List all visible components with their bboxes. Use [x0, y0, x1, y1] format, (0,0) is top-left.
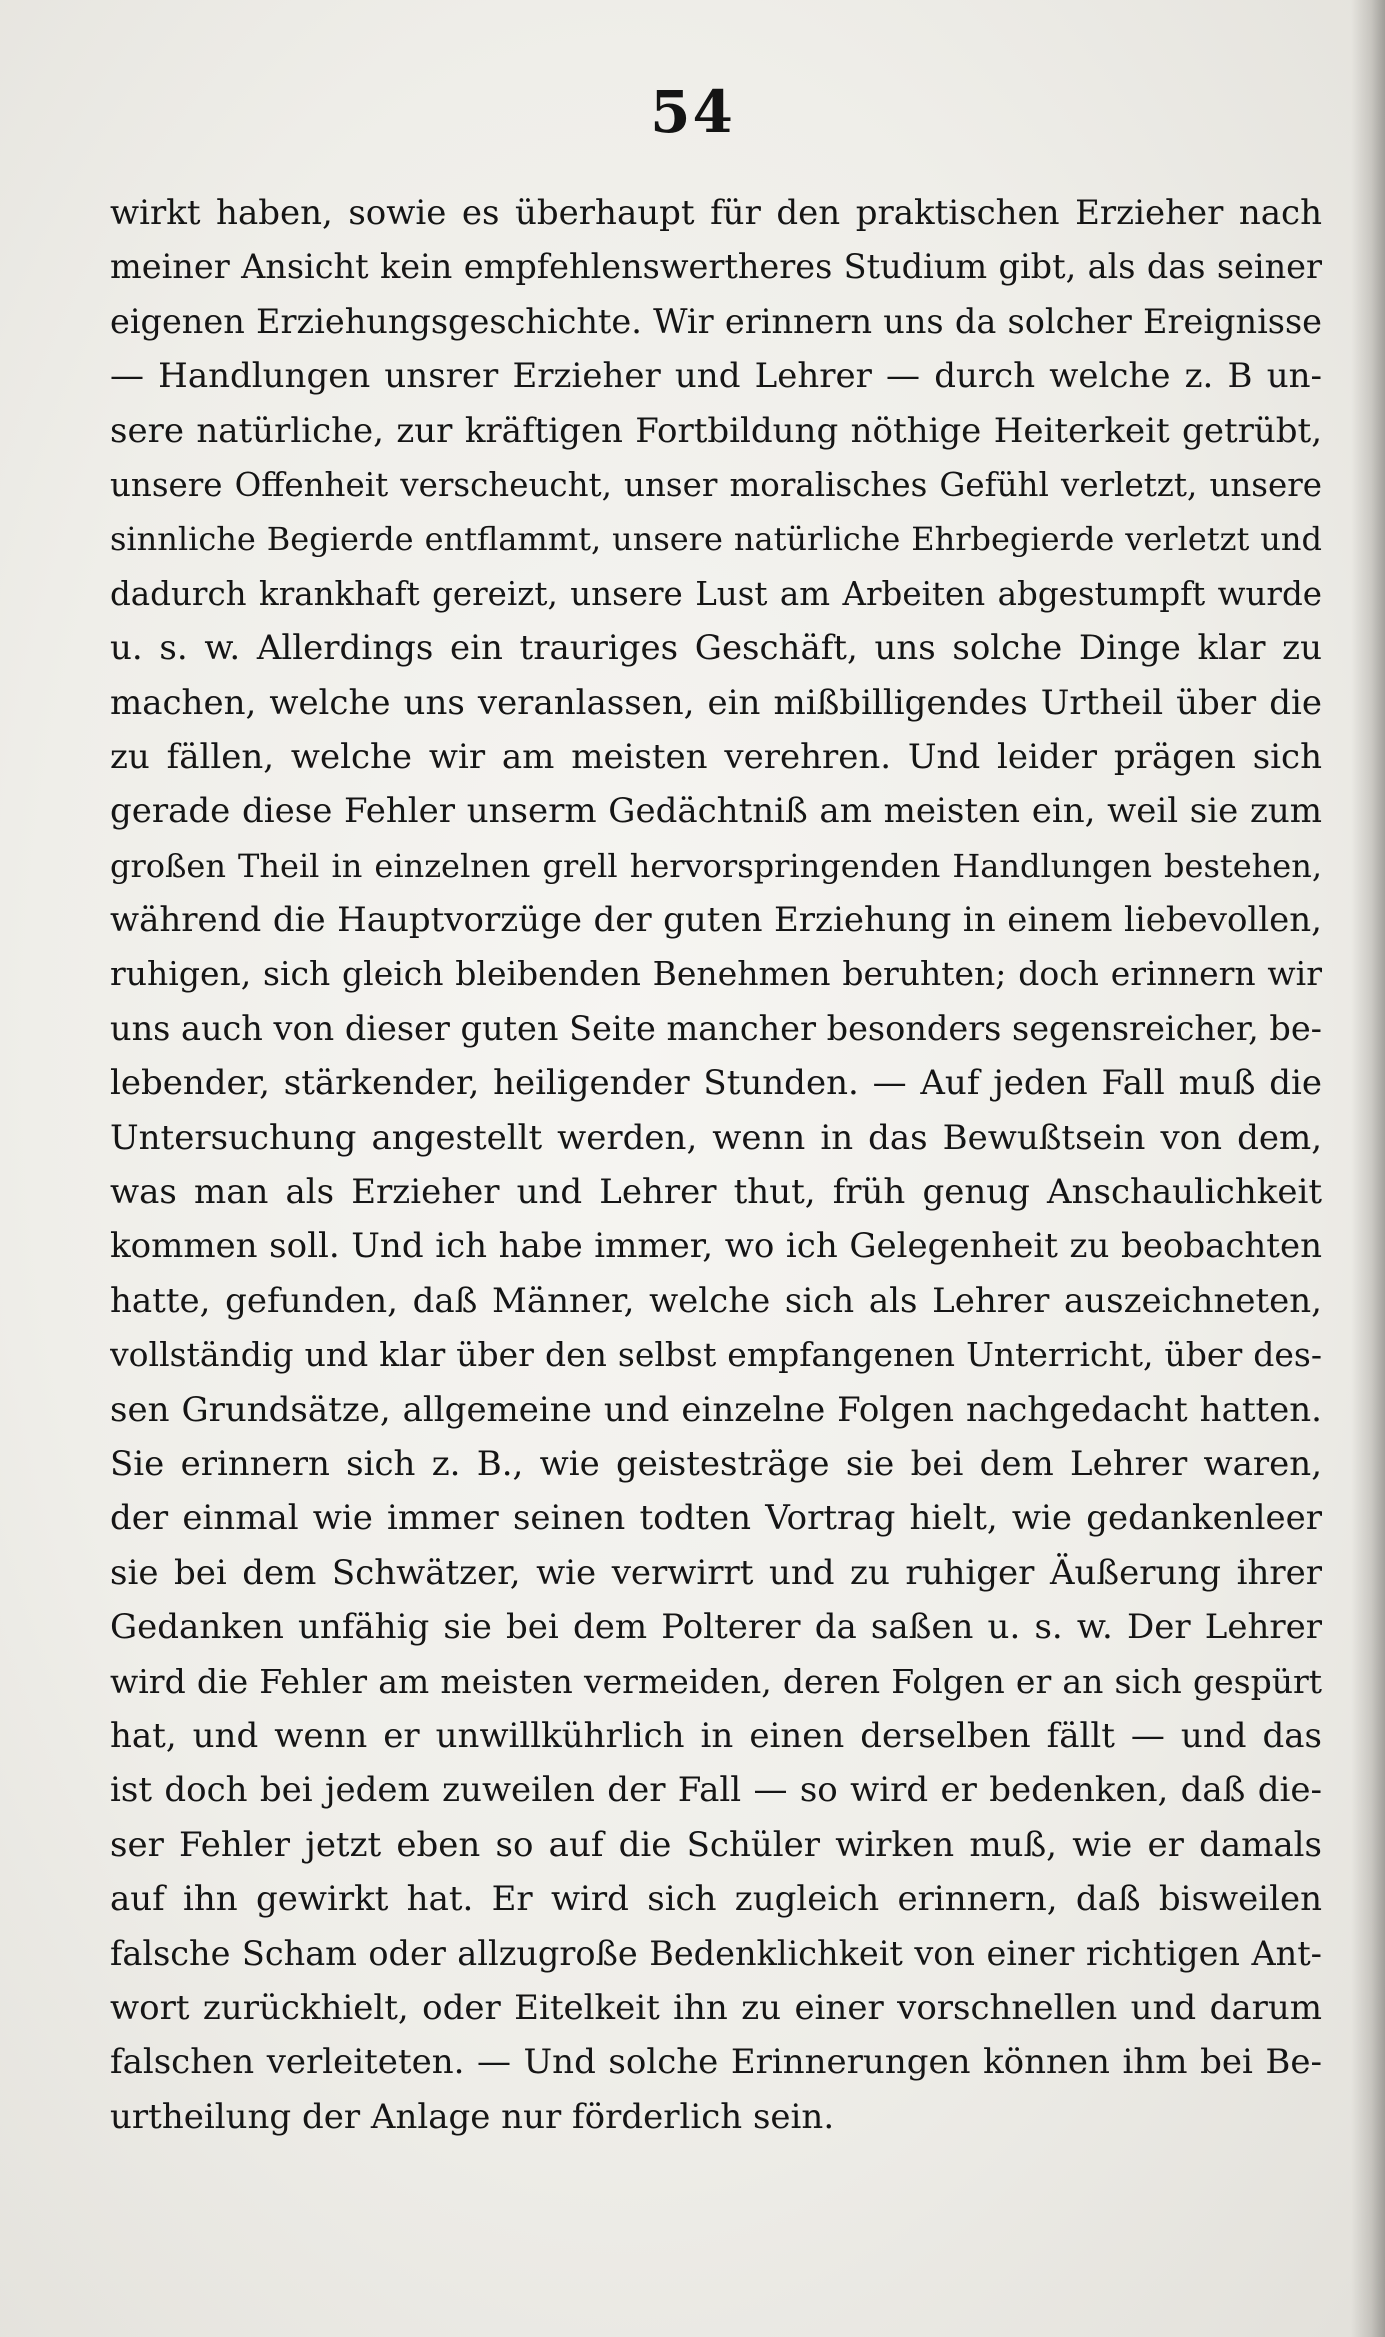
text-line: ist doch bei jedem zuweilen der Fall — so wird er bedenken, daß die- [110, 1770, 1322, 1811]
text-line: meiner Ansicht kein empfehlenswertheres Studium gibt, als das seiner [110, 247, 1322, 287]
text-line: wort zurückhielt, oder Eitelkeit ihn zu einer vorschnellen und darum [110, 1987, 1322, 2028]
text-line: falsche Scham oder allzugroße Bedenklichkeit von einer richtigen Ant- [110, 1933, 1322, 1973]
text-line: zu fällen, welche wir am meisten verehren. Und leider prägen sich [110, 736, 1322, 777]
text-line: sere natürliche, zur kräftigen Fortbildung nöthige Heiterkeit getrübt, [110, 410, 1322, 451]
text-line: u. s. w. Allerdings ein trauriges Geschäft, uns solche Dinge klar zu [110, 628, 1322, 669]
text-line: was man als Erzieher und Lehrer thut, früh genug Anschaulichkeit [110, 1172, 1322, 1213]
text-line: wird die Fehler am meisten vermeiden, deren Folgen er an sich gespürt [110, 1661, 1322, 1701]
text-line: Sie erinnern sich z. B., wie geistesträge sie bei dem Lehrer waren, [110, 1443, 1322, 1484]
text-line: großen Theil in einzelnen grell hervorspringenden Handlungen bestehen, [110, 846, 1322, 885]
text-line: sinnliche Begierde entflammt, unsere natürliche Ehrbegierde verletzt und [110, 520, 1322, 559]
text-line: wirkt haben, sowie es überhaupt für den praktischen Erzieher nach [110, 193, 1322, 233]
text-line: uns auch von dieser guten Seite mancher besonders segensreicher, be- [110, 1008, 1322, 1048]
text-line: sie bei dem Schwätzer, wie verwirrt und zu ruhiger Äußerung ihrer [110, 1552, 1322, 1593]
text-line: vollständig und klar über den selbst empfangenen Unterricht, über des- [110, 1335, 1322, 1375]
text-line: gerade diese Fehler unserm Gedächtniß am meisten ein, weil sie zum [110, 791, 1322, 832]
text-line: ruhigen, sich gleich bleibenden Benehmen beruhten; doch erinnern wir [110, 954, 1322, 994]
text-line: kommen soll. Und ich habe immer, wo ich Gelegenheit zu beobachten [110, 1226, 1322, 1267]
text-line: sen Grundsätze, allgemeine und einzelne Folgen nachgedacht hatten. [110, 1389, 1322, 1430]
text-line: urtheilung der Anlage nur förderlich sein. [110, 2096, 835, 2137]
page-edge-shadow [1351, 0, 1385, 2337]
text-line: dadurch krankhaft gereizt, unsere Lust am Arbeiten abgestumpft wurde [110, 574, 1322, 613]
text-line: während die Hauptvorzüge der guten Erziehung in einem liebevollen, [110, 900, 1322, 941]
text-line: — Handlungen unsrer Erzieher und Lehrer — durch welche z. B un- [110, 356, 1322, 397]
text-line: der einmal wie immer seinen todten Vortrag hielt, wie gedankenleer [110, 1498, 1322, 1539]
text-line: hatte, gefunden, daß Männer, welche sich als Lehrer auszeichneten, [110, 1280, 1322, 1321]
text-line: hat, und wenn er unwillkührlich in einen derselben fällt — und das [110, 1715, 1322, 1756]
text-line: Untersuchung angestellt werden, wenn in das Bewußtsein von dem, [110, 1117, 1322, 1158]
text-line: machen, welche uns veranlassen, ein mißbilligendes Urtheil über die [110, 682, 1322, 723]
text-line: unsere Offenheit verscheucht, unser moralisches Gefühl verletzt, unsere [110, 465, 1322, 504]
text-line: falschen verleiteten. — Und solche Erinnerungen können ihm bei Be- [110, 2042, 1322, 2083]
text-line: auf ihn gewirkt hat. Er wird sich zugleich erinnern, daß bisweilen [110, 1879, 1322, 1920]
body-text [110, 186, 1322, 2144]
text-line: ser Fehler jetzt eben so auf die Schüler wirken muß, wie er damals [110, 1824, 1322, 1865]
text-line: lebender, stärkender, heiligender Stunden. — Auf jeden Fall muß die [110, 1063, 1322, 1104]
page-number: 54 [650, 78, 735, 146]
text-line: eigenen Erziehungsgeschichte. Wir erinnern uns da solcher Ereignisse [110, 301, 1322, 341]
text-line: Gedanken unfähig sie bei dem Polterer da saßen u. s. w. Der Lehrer [110, 1607, 1322, 1648]
